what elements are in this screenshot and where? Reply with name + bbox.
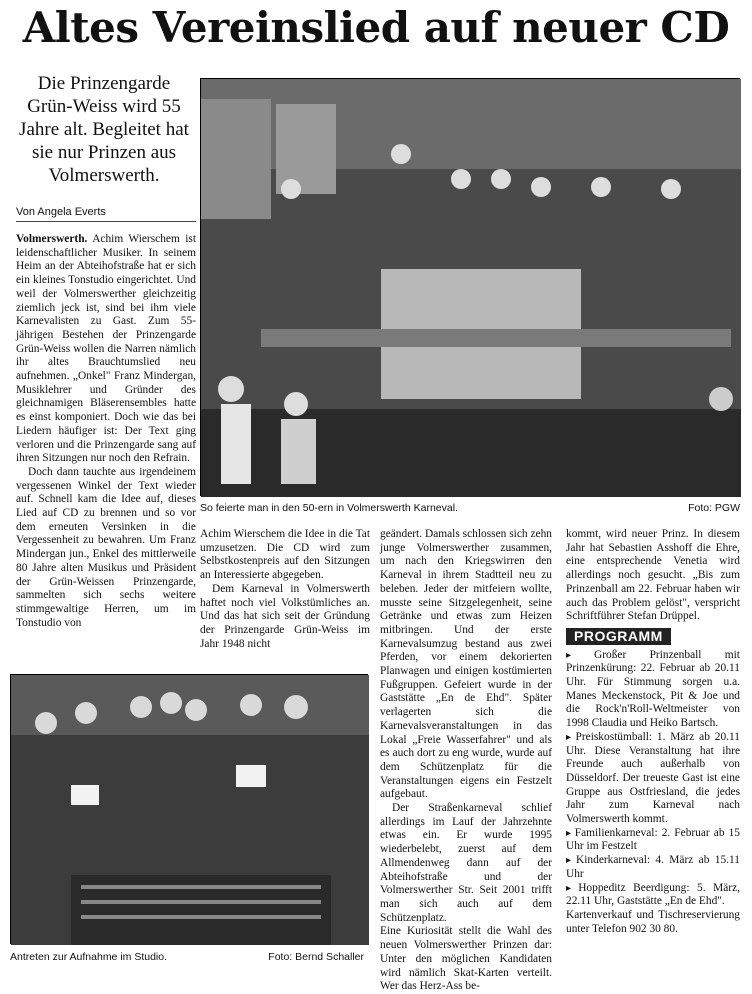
paragraph: Doch dann tauchte aus irgendeinem vergessenen Winkel der Text wieder auf. Schnell kam die Idee auf, dieses Lied auf CD zu brennen und so vor dem erneuten Versinken in die Vergessenheit zu bewahren. Um Franz Mindergan jun., Enkel des mittlerweile 80 Jahre alten Musikus und Präsident der Grün-Weissen Prinzengarde, sammelten sich sechs weitere stimmgewaltige Herren, um im Tonstudio von [16,465,196,629]
dateline: Volmerswerth. [16,233,88,245]
photo-bottom-caption: Antreten zur Aufnahme im Studio. [10,951,168,963]
article-column-3 [380,528,552,994]
photo-top-caption: So feierte man in den 50-ern in Volmerswerth Karneval. [200,502,458,514]
paragraph: Eine Kuriosität stellt die Wahl des neuen Volmerswerther Prinzen dar: Unter den möglichen Kandidaten wird nämlich Skat-Karten verteilt. Wer das Herz-Ass be- [380,925,552,993]
byline: Von Angela Everts [16,206,196,222]
studio-recording-photo [11,675,369,945]
paragraph [16,233,196,466]
paragraph: Achim Wierschem die Idee in die Tat umzusetzen. Die CD wird zum Selbstkostenpreis auf den Sitzungen an Interessierte abgegeben. [200,528,370,582]
programm-item: ▸ Großer Prinzenball mit Prinzenkürung: 22. Februar ab 20.11 Uhr. Für Stimmung sorgen u.a. Manes Meckenstock, Pit & Joe und die Rock'n'Roll-Weltmeister von 1998 Claudia und Heiko Bartsch. [566,649,740,731]
photo-studio [10,674,368,944]
programm-heading: PROGRAMM [566,628,671,645]
paragraph: kommt, wird neuer Prinz. In diesem Jahr hat Sebastien Asshoff die Ehre, eine entsprechende Venetia wird allerdings noch gesucht. „Bis zum Prinzenball am 22. Februar haben wir auch das Problem gelöst", verspricht Schriftführer Stefan Drüppel. [566,528,740,623]
carnival-wagon-photo [201,79,741,497]
paragraph: geändert. Damals schlossen sich zehn junge Volmerswerther zusammen, um nach den Kriegswirren den Karneval in ihrem Stadtteil neu zu beleben. Jeder der mitfeiern wollte, musste seine Sitzgelegenheit, seine Getränke und etwas zum Heizen mitbringen. Und der erste Karnevalsumzug bestand aus zwei Pferden, vor einem dekorierten Planwagen und einigen kostümierten Fußgruppen. Gefeiert wurde in der Gaststätte „En de Ehd". Später verlagerten sich die Karnevalsveranstaltungen in das Lokal „Freie Wasserfahrer" und als es auch dort zu eng wurde, wurde auf dem Schützenplatz für die Veranstaltungen eigens ein Festzelt aufgebaut. [380,528,552,801]
article-column-4 [566,528,740,936]
subtitle: Die Prinzengarde Grün-Weiss wird 55 Jahre alt. Begleitet hat sie nur Prinzen aus Volmerswerth. [19,73,189,186]
photo-top-credit: Foto: PGW [688,502,740,514]
photo-carnival-50s [200,78,740,496]
photo-bottom-credit: Foto: Bernd Schaller [268,951,364,963]
programm-item: ▸ Kinderkarneval: 4. März ab 15.11 Uhr [566,854,740,881]
paragraph: Der Straßenkarneval schlief allerdings im Lauf der Jahrzehnte etwas ein. Er wurde 1995 wiederbelebt, zuerst auf dem Allmendenweg dann auf der Abteihofstraße und der Volmerswerther Str. Seit 2001 trifft man sich auch auf dem Schützenplatz. [380,802,552,924]
headline: Altes Vereinslied auf neuer CD [22,3,730,52]
programm-list [566,649,740,909]
programm-item: ▸ Hoppeditz Beerdigung: 5. März, 22.11 Uhr, Gaststätte „En de Ehd". [566,882,740,909]
paragraph: Dem Karneval in Volmerswerth haftet noch viel Volkstümliches an. Und das hat sich seit der Gründung der Prinzengarde Grün-Weiss im Jahr 1948 nicht [200,582,370,650]
paragraph-text: Achim Wierschem ist leidenschaftlicher Musiker. In seinem Heim an der Abteihofstraße hat er sich ein kleines Tonstudio eingerichtet. Und weil der Volmerswerther gleichzeitig ziemlich jeck ist, sind bei ihm viele Karnevalisten zu Gast. Zum 55-jährigen Bestehen der Prinzengarde Grün-Weiss wollen die Narren nämlich ihr altes Brauchtumslied neu aufnehmen. „Onkel" Franz Mindergan, Musiklehrer und Gründer des gleichnamigen Bläserensembles hatte es einst komponiert. Doch wie das bei Liedern häufiger ist: Der Text ging verloren und die Prinzengarde sang auf ihren Sitzungen nur noch den Refrain. [16,233,196,465]
programm-tail: Kartenverkauf und Tischreservierung unter Telefon 902 30 80. [566,908,740,935]
article-column-1 [16,233,196,630]
programm-item: ▸ Preiskostümball: 1. März ab 20.11 Uhr. Diese Veranstaltung hat ihre Freunde auch außerhalb von Düsseldorf. Der treueste Gast ist eine Gruppe aus Ostfriesland, die jedes Jahr zum Karneval nach Volmerswerth kommt. [566,731,740,827]
programm-item: ▸ Familienkarneval: 2. Februar ab 15 Uhr im Festzelt [566,827,740,854]
article-column-2 [200,528,370,651]
